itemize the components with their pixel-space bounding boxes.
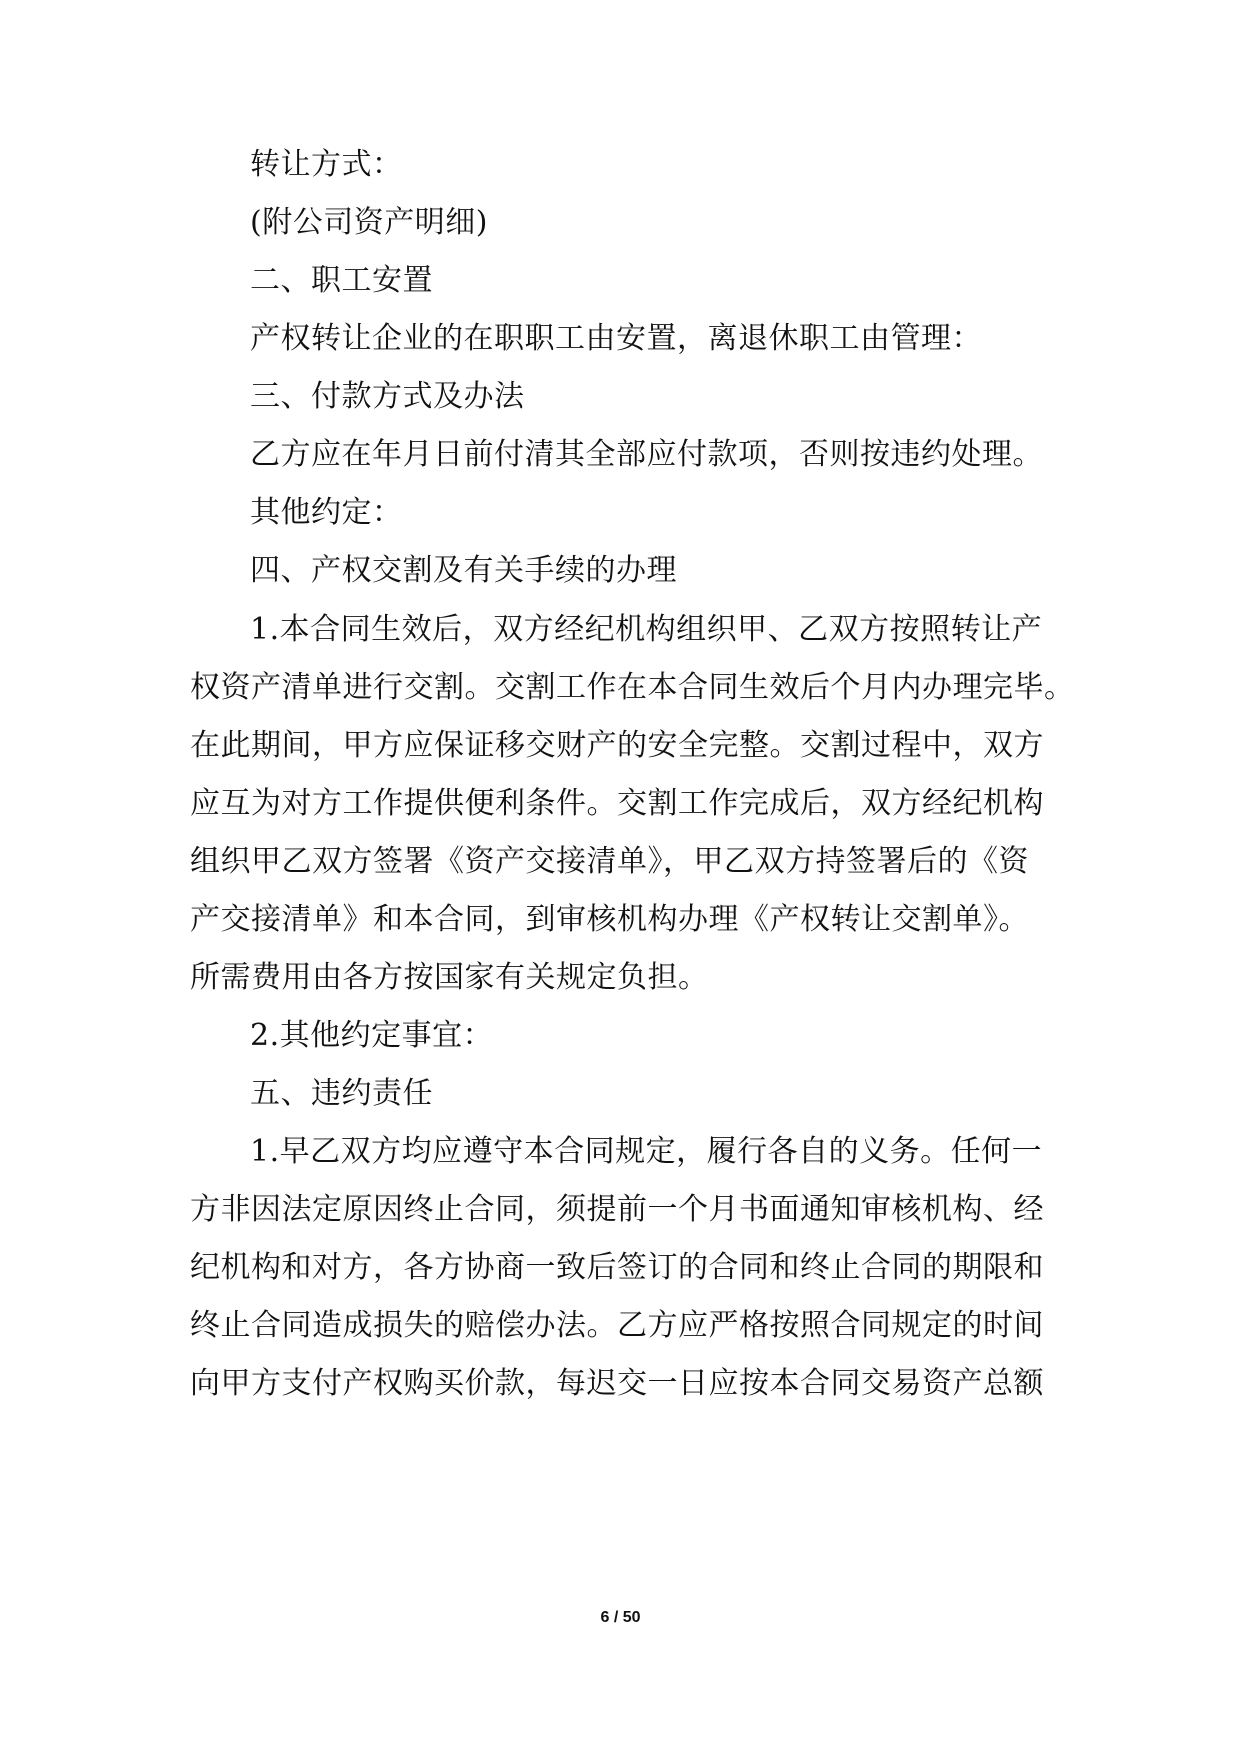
text-line: 应互为对方工作提供便利条件。交割工作完成后，双方经纪机构 bbox=[190, 786, 1044, 821]
text-line: 产交接清单》和本合同，到审核机构办理《产权转让交割单》。 bbox=[190, 902, 1029, 937]
text-line: 1.本合同生效后，双方经纪机构组织甲、乙双方按照转让产 bbox=[250, 612, 1043, 647]
text-line: 权资产清单进行交割。交割工作在本合同生效后个月内办理完毕。 bbox=[190, 670, 1075, 705]
page-number: 6 / 50 bbox=[600, 1609, 641, 1626]
text-line: 向甲方支付产权购买价款，每迟交一日应按本合同交易资产总额 bbox=[190, 1366, 1044, 1401]
text-line-other-matters: 2.其他约定事宜： bbox=[250, 1018, 494, 1053]
text-line: 组织甲乙双方签署《资产交接清单》，甲乙双方持签署后的《资 bbox=[190, 844, 1029, 879]
section-heading-liability: 五、违约责任 bbox=[250, 1076, 433, 1111]
text-line-asset-appendix: (附公司资产明细) bbox=[250, 205, 488, 240]
section-heading-handover: 四、产权交割及有关手续的办理 bbox=[250, 553, 677, 588]
text-line: 1.早乙双方均应遵守本合同规定，履行各自的义务。任何一 bbox=[250, 1134, 1043, 1169]
text-line: 终止合同造成损失的赔偿办法。乙方应严格按照合同规定的时间 bbox=[190, 1308, 1044, 1343]
text-line: 方非因法定原因终止合同，须提前一个月书面通知审核机构、经 bbox=[190, 1192, 1044, 1227]
text-line-payment-deadline: 乙方应在年月日前付清其全部应付款项，否则按违约处理。 bbox=[250, 437, 1043, 472]
text-line-staff-placement: 产权转让企业的在职职工由安置，离退休职工由管理： bbox=[250, 321, 982, 356]
section-heading-payment: 三、付款方式及办法 bbox=[250, 379, 525, 414]
text-line: 纪机构和对方，各方协商一致后签订的合同和终止合同的期限和 bbox=[190, 1250, 1044, 1285]
text-line: 在此期间，甲方应保证移交财产的安全完整。交割过程中，双方 bbox=[190, 728, 1044, 763]
text-line-other-agreement: 其他约定： bbox=[250, 495, 403, 530]
text-line: 所需费用由各方按国家有关规定负担。 bbox=[190, 960, 709, 995]
text-line-transfer-method: 转让方式： bbox=[250, 147, 403, 182]
section-heading-staff: 二、职工安置 bbox=[250, 263, 433, 298]
